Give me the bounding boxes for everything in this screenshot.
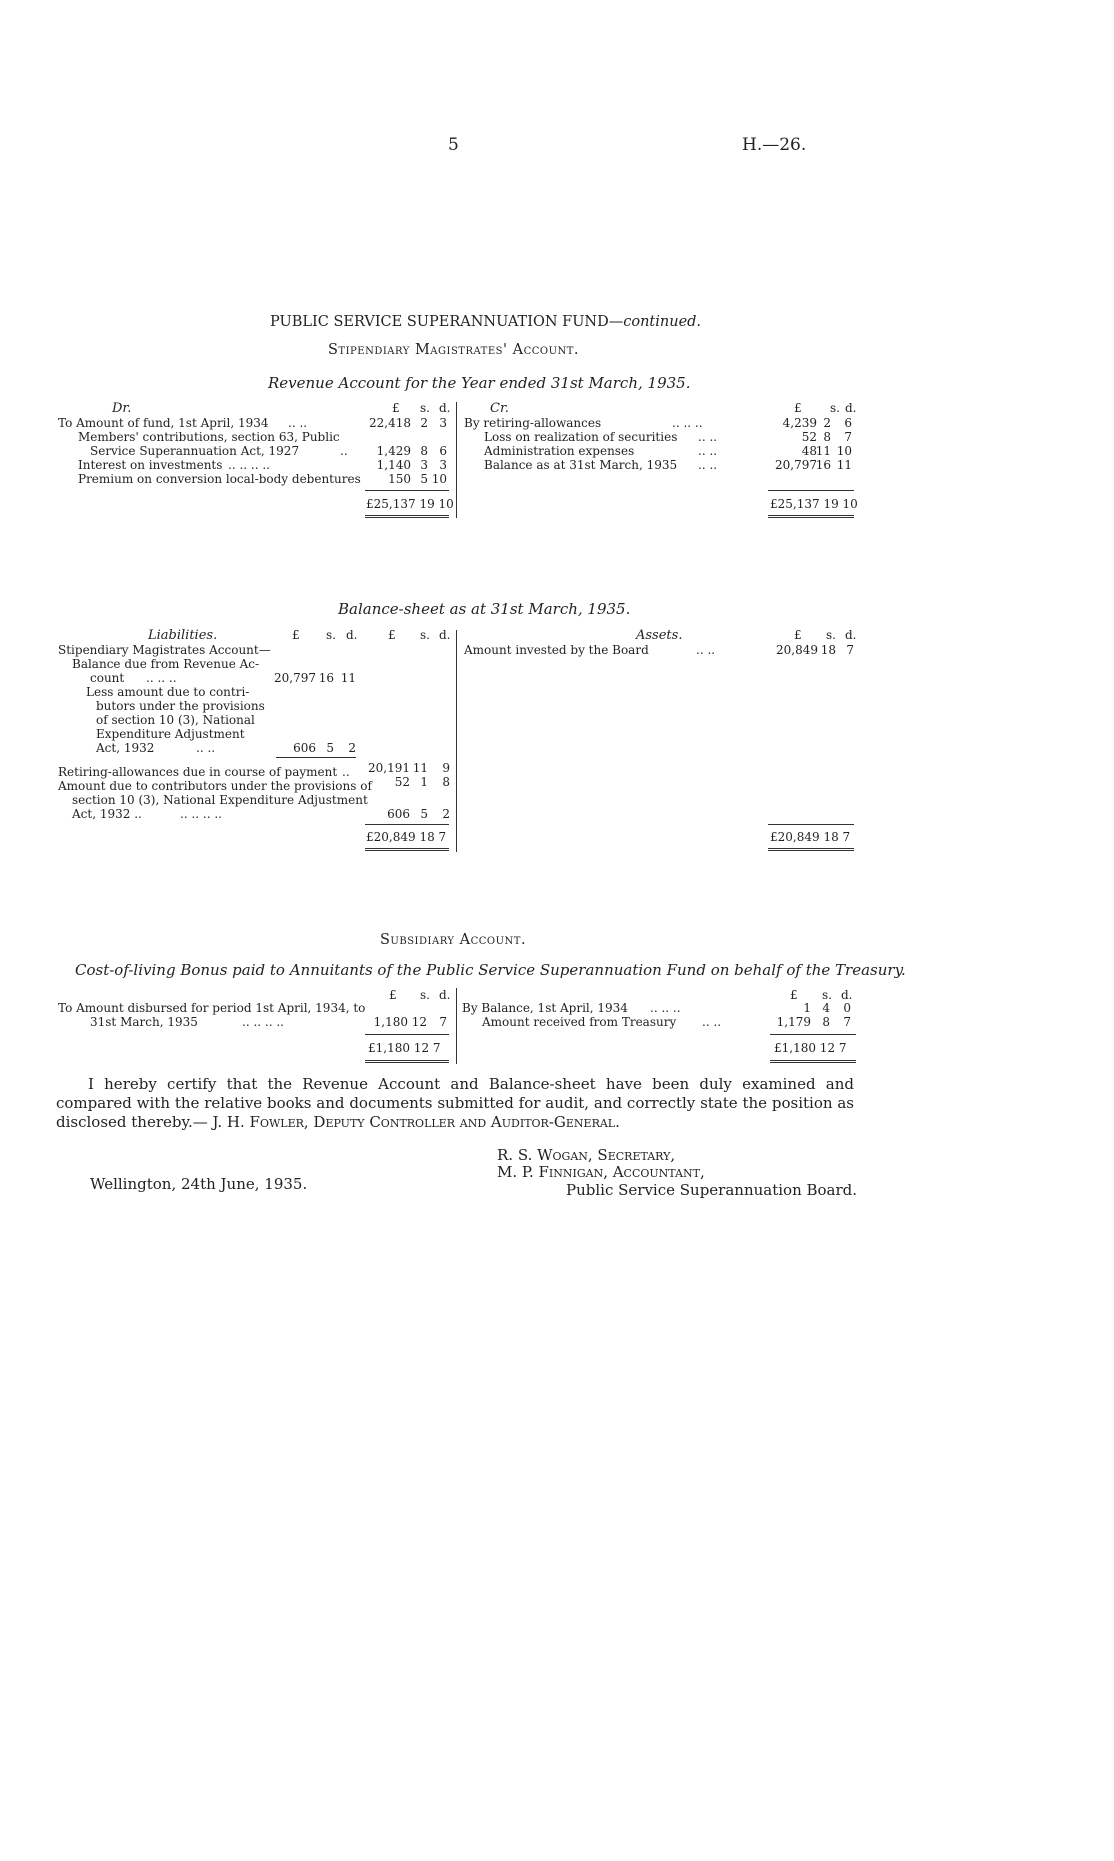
liab-line-12: Act, 1932 .. (72, 807, 142, 821)
cr-amount-4-pence: 11 (836, 458, 852, 472)
liab-inner-2-pence: 2 (348, 741, 356, 755)
liab-outer-1-shillings: 11 (412, 761, 428, 775)
liab-inner-rule (276, 757, 356, 758)
sub-cr-subtotal-rule (770, 1034, 856, 1035)
dr-line-1: To Amount of fund, 1st April, 1934 (58, 416, 269, 430)
subsidiary-center-divider (456, 988, 457, 1064)
stipendiary-heading: Stipendiary Magistrates' Account. (328, 342, 580, 358)
liab-leader-3: .. .. .. (146, 671, 177, 685)
cr-amount-3-pence: 10 (836, 444, 852, 458)
dr-amount-2-pounds: 1,429 (376, 444, 411, 458)
dr-amount-1-pence: 3 (439, 416, 447, 430)
liab-line-4: Less amount due to contri- (86, 685, 250, 699)
sub-cr-line-2: Amount received from Treasury (482, 1015, 677, 1029)
dr-amount-3-pounds: 1,140 (376, 458, 411, 472)
dr-amount-4-shillings: 5 (420, 472, 428, 486)
cr-label: Cr. (490, 401, 509, 416)
dr-amount-1-pounds: 22,418 (369, 416, 411, 430)
liab-inner-col-pound: £ (292, 628, 300, 642)
asset-line: Amount invested by the Board (464, 643, 649, 657)
liab-leader-9: .. (342, 765, 350, 779)
board-signature: Public Service Superannuation Board. (566, 1181, 858, 1199)
dr-amount-3-pence: 3 (439, 458, 447, 472)
cr-amount-3-shillings: 11 (815, 444, 831, 458)
cr-amount-2-shillings: 8 (823, 430, 831, 444)
sub-cr-total: £1,180 12 7 (774, 1041, 847, 1055)
document-reference: H.—26. (742, 135, 807, 155)
liab-line-8: Act, 1932 (96, 741, 155, 755)
sub-dr-line-1: To Amount disbursed for period 1st April, 1934, to (58, 1001, 366, 1015)
sub-dr-leader: .. .. .. .. (242, 1015, 284, 1029)
liab-line-1: Stipendiary Magistrates Account— (58, 643, 271, 657)
dr-label: Dr. (112, 401, 132, 416)
liab-leader-12: .. .. .. .. (180, 807, 222, 821)
asset-amount-pounds: 20,849 (776, 643, 818, 657)
liab-line-10: Amount due to contributors under the provisions of (58, 779, 372, 793)
liab-outer-col-pound: £ (388, 628, 396, 642)
sub-cr-col-d: d. (841, 988, 853, 1002)
liab-outer-col-d: d. (439, 628, 451, 642)
fund-title-continued: continued. (623, 314, 702, 330)
dr-leader-4: .. .. .. .. (228, 458, 270, 472)
revenue-center-divider (456, 402, 457, 518)
asset-total-double-rule (768, 848, 854, 851)
sub-cr-amount-1-pence: 0 (843, 1001, 851, 1015)
sub-cr-amount-2-pence: 7 (843, 1015, 851, 1029)
cr-subtotal-rule (768, 490, 854, 491)
liab-inner-col-s: s. (326, 628, 336, 642)
dr-amount-2-shillings: 8 (420, 444, 428, 458)
subsidiary-heading: Subsidiary Account. (380, 932, 527, 948)
fund-title-main: PUBLIC SERVICE SUPERANNUATION FUND— (270, 314, 624, 330)
subsidiary-title: Cost-of-living Bonus paid to Annuitants of the Public Service Superannuation Fund on behalf of the Treasury. (75, 961, 906, 979)
liab-outer-1-pence: 9 (442, 761, 450, 775)
balance-sheet-title: Balance-sheet as at 31st March, 1935. (338, 600, 631, 618)
liab-line-3: count (90, 671, 125, 685)
cr-amount-3-pounds: 48 (801, 444, 817, 458)
liab-inner-1-shillings: 16 (318, 671, 334, 685)
asset-col-d: d. (845, 628, 857, 642)
cr-leader-4: .. .. (698, 458, 718, 472)
dr-leader-3: .. (340, 444, 348, 458)
cr-total: £25,137 19 10 (770, 497, 858, 511)
cr-amount-1-pence: 6 (844, 416, 852, 430)
dr-col-s: s. (420, 401, 430, 415)
liab-outer-3-pence: 2 (442, 807, 450, 821)
cr-col-s: s. (830, 401, 840, 415)
cr-leader-3: .. .. (698, 444, 718, 458)
sub-cr-amount-2-shillings: 8 (822, 1015, 830, 1029)
liab-line-7: Expenditure Adjustment (96, 727, 245, 741)
sub-dr-amount-pence: 7 (439, 1015, 447, 1029)
cr-amount-1-pounds: 4,239 (782, 416, 817, 430)
secretary-signature: R. S. Wogan, Secretary, (497, 1146, 676, 1164)
cr-line-3: Administration expenses (484, 444, 635, 458)
dr-line-3: Service Superannuation Act, 1927 (90, 444, 300, 458)
liab-line-2: Balance due from Revenue Ac- (72, 657, 260, 671)
fund-title (270, 314, 701, 330)
cr-amount-4-pounds: 20,797 (775, 458, 817, 472)
dr-amount-3-shillings: 3 (420, 458, 428, 472)
sub-cr-col-s: s. (822, 988, 832, 1002)
liab-line-9: Retiring-allowances due in course of payment (58, 765, 338, 779)
dr-amount-4-pounds: 150 (388, 472, 411, 486)
sub-dr-amount-pounds: 1,180 (373, 1015, 408, 1029)
dr-total: £25,137 19 10 (366, 497, 454, 511)
sub-dr-col-d: d. (439, 988, 451, 1002)
liab-inner-2-pounds: 606 (293, 741, 316, 755)
cr-col-d: d. (845, 401, 857, 415)
liab-inner-1-pence: 11 (340, 671, 356, 685)
certification-text: I hereby certify that the Revenue Account and Balance-sheet have been duly examined and compared with the relative books and documents submitted for audit, and correctly state the position as disclosed thereby.— (56, 1075, 854, 1131)
assets-label: Assets. (636, 628, 683, 643)
certification-block (56, 1075, 854, 1132)
liab-outer-3-shillings: 5 (420, 807, 428, 821)
cr-amount-2-pence: 7 (844, 430, 852, 444)
cr-total-double-rule (768, 515, 854, 518)
cr-line-4: Balance as at 31st March, 1935 (484, 458, 678, 472)
cr-amount-2-pounds: 52 (801, 430, 817, 444)
sub-dr-total-double-rule (365, 1060, 449, 1063)
dr-subtotal-rule (365, 490, 449, 491)
dr-leader-1: .. .. (288, 416, 308, 430)
dr-amount-1-shillings: 2 (420, 416, 428, 430)
dr-line-5: Premium on conversion local-body debentures (78, 472, 361, 486)
sub-dr-col-pound: £ (389, 988, 397, 1002)
liab-line-6: of section 10 (3), National (96, 713, 255, 727)
dr-line-2: Members' contributions, section 63, Public (78, 430, 340, 444)
cr-amount-1-shillings: 2 (823, 416, 831, 430)
liab-leader-8: .. .. (196, 741, 216, 755)
certification-signer: J. H. Fowler, Deputy Controller and Auditor-General. (212, 1113, 620, 1131)
dr-line-4: Interest on investments (78, 458, 223, 472)
sub-cr-amount-2-pounds: 1,179 (776, 1015, 811, 1029)
cr-leader-2: .. .. (698, 430, 718, 444)
liab-outer-3-pounds: 606 (387, 807, 410, 821)
liab-line-11: section 10 (3), National Expenditure Adjustment (72, 793, 368, 807)
sub-dr-subtotal-rule (365, 1034, 449, 1035)
asset-col-s: s. (826, 628, 836, 642)
sub-dr-line-2: 31st March, 1935 (90, 1015, 198, 1029)
liab-outer-1-pounds: 20,191 (368, 761, 410, 775)
dr-col-pound: £ (392, 401, 400, 415)
liab-outer-2-pence: 8 (442, 775, 450, 789)
sub-cr-line-1: By Balance, 1st April, 1934 (462, 1001, 628, 1015)
sub-cr-col-pound: £ (790, 988, 798, 1002)
liab-total-double-rule (365, 848, 449, 851)
asset-col-pound: £ (794, 628, 802, 642)
sub-cr-leader-2: .. .. (702, 1015, 722, 1029)
sub-dr-total: £1,180 12 7 (368, 1041, 441, 1055)
cr-leader-1: .. .. .. (672, 416, 703, 430)
liab-outer-col-s: s. (420, 628, 430, 642)
accountant-signature: M. P. Finnigan, Accountant, (497, 1163, 705, 1181)
sub-dr-col-s: s. (420, 988, 430, 1002)
asset-leader: .. .. (696, 643, 716, 657)
sub-dr-amount-shillings: 12 (411, 1015, 427, 1029)
balance-center-divider (456, 630, 457, 852)
liab-inner-col-d: d. (346, 628, 358, 642)
asset-subtotal-rule (768, 824, 854, 825)
asset-total: £20,849 18 7 (770, 830, 851, 844)
sub-cr-amount-1-pounds: 1 (803, 1001, 811, 1015)
liab-inner-2-shillings: 5 (326, 741, 334, 755)
liabilities-label: Liabilities. (148, 628, 218, 643)
liab-line-5: butors under the provisions (96, 699, 265, 713)
cr-col-pound: £ (794, 401, 802, 415)
cr-line-2: Loss on realization of securities (484, 430, 678, 444)
liab-outer-2-pounds: 52 (394, 775, 410, 789)
place-date: Wellington, 24th June, 1935. (90, 1175, 308, 1193)
liab-total: £20,849 18 7 (366, 830, 447, 844)
asset-amount-shillings: 18 (820, 643, 836, 657)
sub-cr-leader-1: .. .. .. (650, 1001, 681, 1015)
cr-amount-4-shillings: 16 (815, 458, 831, 472)
revenue-account-title: Revenue Account for the Year ended 31st March, 1935. (268, 374, 691, 392)
sub-cr-total-double-rule (770, 1060, 856, 1063)
page-number: 5 (448, 135, 459, 155)
liab-inner-1-pounds: 20,797 (274, 671, 316, 685)
liab-subtotal-rule (365, 824, 449, 825)
cr-line-1: By retiring-allowances (464, 416, 602, 430)
dr-amount-2-pence: 6 (439, 444, 447, 458)
asset-amount-pence: 7 (846, 643, 854, 657)
dr-total-double-rule (365, 515, 449, 518)
dr-amount-4-pence: 10 (431, 472, 447, 486)
liab-outer-2-shillings: 1 (420, 775, 428, 789)
sub-cr-amount-1-shillings: 4 (822, 1001, 830, 1015)
dr-col-d: d. (439, 401, 451, 415)
